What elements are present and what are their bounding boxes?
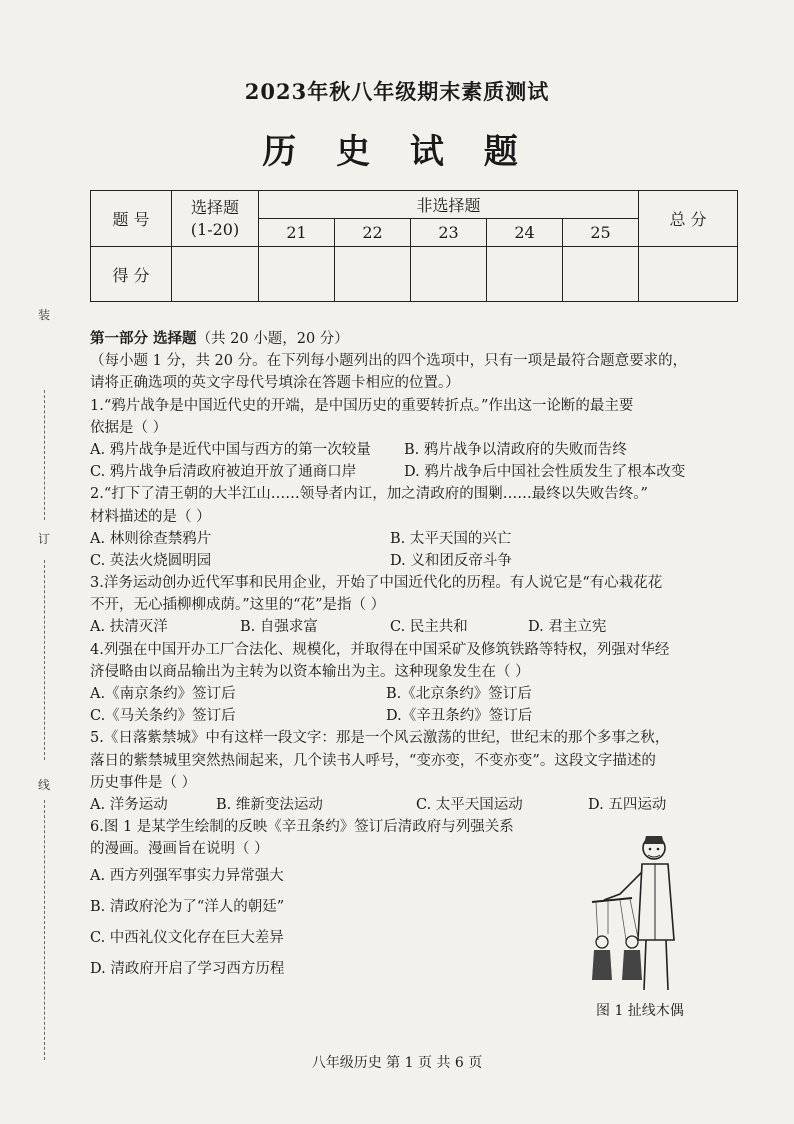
option: A. 鸦片战争是近代中国与西方的第一次较量 xyxy=(90,441,371,458)
question-stem: 历史事件是（ ） xyxy=(90,774,197,791)
instruction-line: 请将正确选项的英文字母代号填涂在答题卡相应的位置。） xyxy=(90,375,460,392)
option-row xyxy=(90,550,730,572)
section-title: 第一部分 选择题 xyxy=(90,330,197,347)
question-stem: 依据是（ ） xyxy=(90,419,168,436)
option: D.《辛丑条约》签订后 xyxy=(386,708,533,725)
option: A. 洋务运动 xyxy=(90,796,168,813)
option: D. 鸦片战争后中国社会性质发生了根本改变 xyxy=(404,464,686,481)
section-heading xyxy=(90,328,730,350)
score-table-num: 23 xyxy=(411,219,487,247)
score-table-header-nonchoice: 非选择题 xyxy=(259,191,639,219)
option: B. 太平天国的兴亡 xyxy=(390,530,512,547)
score-cell xyxy=(639,247,738,302)
option: C. 民主共和 xyxy=(390,619,468,636)
option: A.《南京条约》签订后 xyxy=(90,686,236,702)
figure-caption: 图 1 扯线木偶 xyxy=(596,1003,684,1019)
option: C. 英法火烧圆明园 xyxy=(90,552,212,569)
score-table xyxy=(90,190,738,302)
score-cell xyxy=(259,247,335,302)
option-row xyxy=(90,705,730,727)
score-table-num: 22 xyxy=(335,219,411,247)
binding-line xyxy=(44,800,46,1060)
option-row xyxy=(90,683,730,705)
option: C. 中西礼仪文化存在巨大差异 xyxy=(90,929,284,946)
option-row xyxy=(90,528,730,550)
question-stem: 6.图 1 是某学生绘制的反映《辛丑条约》签订后清政府与列强关系 xyxy=(90,819,514,836)
score-table-row-label: 得 分 xyxy=(91,247,172,302)
puppet-cartoon-figure xyxy=(582,830,702,1000)
page-footer: 八年级历史 第 1 页 共 6 页 xyxy=(311,1055,483,1071)
question-stem: 2.“打下了清王朝的大半江山……领导者内讧，加之清政府的围剿……最终以失败告终。” xyxy=(90,486,648,503)
option: B.《北京条约》签订后 xyxy=(386,686,532,702)
score-table-num: 25 xyxy=(563,219,639,247)
question-stem: 落日的紫禁城里突然热闹起来，几个读书人呼号，“变亦变，不变亦变”。这段文字描述的 xyxy=(90,752,656,769)
score-table-header-choice: 选择题 (1-20) xyxy=(172,191,259,247)
question-stem: 材料描述的是（ ） xyxy=(90,508,211,525)
option: A. 扶清灭洋 xyxy=(90,619,168,636)
binding-mark: 线 xyxy=(38,778,51,792)
score-cell xyxy=(563,247,639,302)
option-row xyxy=(90,439,730,461)
option: B. 自强求富 xyxy=(240,619,318,636)
binding-line xyxy=(44,390,46,520)
option: C. 鸦片战争后清政府被迫开放了通商口岸 xyxy=(90,464,357,481)
option: B. 清政府沦为了“洋人的朝廷” xyxy=(90,898,285,915)
option: A. 西方列强军事实力异常强大 xyxy=(90,867,284,884)
option: A. 林则徐查禁鸦片 xyxy=(90,530,212,547)
question-stem: 5.《日落紫禁城》中有这样一段文字：那是一个风云激荡的世纪，世纪末的那个多事之秋， xyxy=(90,730,670,747)
option: C. 太平天国运动 xyxy=(416,796,523,813)
question-stem: 的漫画。漫画旨在说明（ ） xyxy=(90,841,269,858)
subject-title: 历 史 试 题 xyxy=(262,132,532,172)
score-table-header-tihao: 题 号 xyxy=(91,191,172,247)
score-cell xyxy=(411,247,487,302)
option-row xyxy=(90,461,730,483)
question-stem: 1.“鸦片战争是中国近代史的开端，是中国历史的重要转折点。”作出这一论断的最主要 xyxy=(90,397,634,414)
instruction-line: （每小题 1 分，共 20 分。在下列每小题列出的四个选项中，只有一项是最符合题意要求的， xyxy=(90,353,688,370)
binding-mark: 订 xyxy=(38,532,51,546)
binding-line xyxy=(44,560,46,760)
score-table-num: 21 xyxy=(259,219,335,247)
option: B. 鸦片战争以清政府的失败而告终 xyxy=(404,441,627,458)
binding-mark: 装 xyxy=(38,308,51,322)
question-stem: 4.列强在中国开办工厂合法化、规模化，并取得在中国采矿及修筑铁路等特权，列强对华经 xyxy=(90,641,670,658)
score-cell xyxy=(172,247,259,302)
option: D. 君主立宪 xyxy=(528,619,607,636)
option: C.《马关条约》签订后 xyxy=(90,708,236,725)
question-stem: 3.洋务运动创办近代军事和民用企业，开始了中国近代化的历程。有人说它是“有心栽花花 xyxy=(90,575,663,592)
option: B. 维新变法运动 xyxy=(216,796,323,813)
option: D. 清政府开启了学习西方历程 xyxy=(90,960,285,977)
section-note: （共 20 小题，20 分） xyxy=(196,331,349,347)
option-row xyxy=(90,616,730,638)
score-cell xyxy=(487,247,563,302)
option-row xyxy=(90,794,730,816)
exam-title: 2023年秋八年级期末素质测试 xyxy=(244,79,550,104)
question-stem: 济侵略由以商品输出为主转为以资本输出为主。这种现象发生在（ ） xyxy=(90,663,530,680)
option: D. 义和团反帝斗争 xyxy=(390,552,512,569)
question-stem: 不开，无心插柳柳成荫。”这里的“花”是指（ ） xyxy=(90,597,386,614)
score-table-num: 24 xyxy=(487,219,563,247)
option: D. 五四运动 xyxy=(588,796,667,813)
score-cell xyxy=(335,247,411,302)
score-table-header-total: 总 分 xyxy=(639,191,738,247)
